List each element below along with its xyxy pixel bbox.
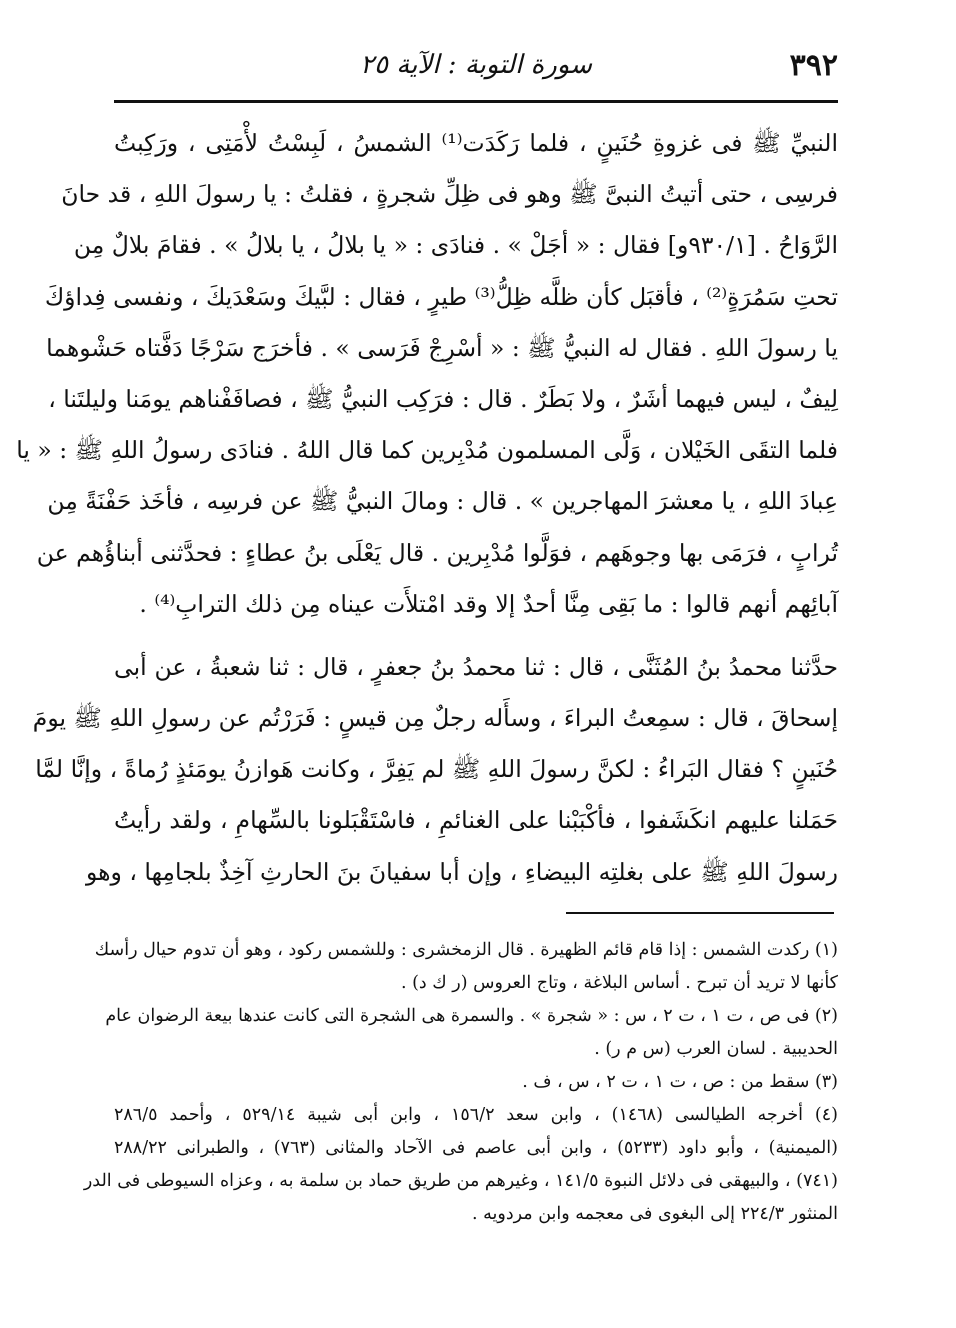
footnote-line: (الميمنية) ، وأبو داود (٥٢٣٣) ، وابن أبى عاصم فى الآحاد والمثانى (٧٦٣) ، والطبرانى ٢٨٨/٢٢: [114, 1138, 838, 1158]
footnote-line: (٧٤١) ، والبيهقى فى دلائل النبوة ١٤١/٥ ، وغيرهم من طريق حماد بن سلمة به ، وعزاه السيوطى فى الدر: [83, 1171, 838, 1191]
text-line: فرسِى ، حتى أتيتُ النبىَّ ﷺ وهو فى ظِلِّ شجرةٍ ، فقلتُ : يا رسولَ اللهِ ، قد حانَ: [61, 180, 838, 209]
text-line: آبائِهم أنهم قالوا : ما بَقِى مِنَّا أحدٌ إلا وقد امْتلأَت عيناه مِن ذلك الترابِ⁽⁴⁾ .: [139, 589, 838, 618]
page-number: ٣٩٢: [789, 48, 838, 83]
footnote-line: كأنها لا تريد أن تبرح . أساس البلاغة ، وتاج العروس (ر ك د) .: [400, 973, 838, 993]
text-line: عِبادَ اللهِ ، يا معشرَ المهاجرين » . قال : ومالَ النبيُّ ﷺ عن فرسِه ، فأخَذ حَفْنَةً مِن: [47, 487, 838, 516]
text-line: يا رسولَ اللهِ . فقال له النبيُّ ﷺ : « أسْرِجْ فَرَسى » . فأخرَج سَرْجًا دَفَّتاه حَشْوهما: [46, 333, 838, 362]
text-line: فلما التقَى الخَيْلان ، وَلَّى المسلمون مُدْبِرين كما قال اللهُ . فنادَى رسولُ اللهِ ﷺ : « يا: [16, 436, 838, 465]
text-line: لِيفٌ ، ليس فيهما أشَرٌ ، ولا بَطَرٌ . قال : فرَكِب النبيُّ ﷺ ، فصافَفْناهم يومَنا وليلتَنا ،: [48, 384, 838, 413]
text-line: تُرابٍ ، فرَمَى بها وجوهَهم ، فوَلَّوا مُدْبِرين . قال يَعْلَى بنُ عطاءٍ : فحدَّثنى أبناؤُهم عن: [36, 538, 838, 567]
text-line: حدَّثنا محمدُ بنُ المُثَنَّى ، قال : ثنا محمدُ بنُ جعفرٍ ، قال : ثنا شعبةُ ، عن أبى: [114, 652, 838, 681]
footnote-line: الحديبية . لسان العرب (س م ر) .: [594, 1039, 838, 1059]
footnotes: [83, 934, 838, 1231]
main-text: [16, 118, 838, 898]
footnote-rule: [566, 912, 834, 914]
footnote-line: (١) ركدت الشمس : إذا قام قائم الظهيرة . قال الزمخشرى : وللشمس ركود ، وهو أن تدوم حيال رأسك: [94, 940, 838, 960]
footnote-line: (٣) سقط من : ص ، ت ١ ، ت ٢ ، س ، ف .: [522, 1072, 838, 1092]
text-line: النبيِّ ﷺ فى غزوةِ حُنَينٍ ، فلما رَكَدَت⁽¹⁾ الشمسُ ، لَبِسْتُ لأْمَتِى ، ورَكِبتُ: [114, 129, 838, 157]
text-line: رسولَ اللهِ ﷺ على بغلتِه البيضاءِ ، وإن أبا سفيانَ بنَ الحارثِ آخِذٌ بلجامِها ، وهو: [86, 857, 838, 886]
text-line: تحتِ سَمُرَةٍ⁽²⁾ ، فأقبَل كأن ظلَّه ظِلُّ⁽³⁾ طيرٍ ، فقال : لبَّيكَ وسَعْدَيكَ ، ونفسى فِداؤكَ: [44, 282, 838, 311]
text-line: الرَّوَاحُ . [٩٣٠/١و] فقال : « أجَلْ » . فنادَى : « يا بلالُ ، يا بلالُ » . فقامَ بلالٌ مِن: [73, 231, 838, 260]
text-line: حُنَينٍ ؟ فقال البَراءُ : لكنَّ رسولَ اللهِ ﷺ لم يَفِرَّ ، وكانت هَوازنُ يومَئذٍ رُماةً ، وإنَّا لمَّا: [35, 755, 838, 784]
footnote-line: (٤) أخرجه الطيالسى (١٤٦٨) ، وابن سعد ١٥٦/٢ ، وابن أبى شيبة ٥٢٩/١٤ ، وأحمد ٢٨٦/٥: [114, 1105, 838, 1125]
page-header: [114, 40, 838, 94]
footnote-line: (٢) فى ص ، ت ١ ، ت ٢ ، س : « شجرة » . والسمرة هى الشجرة التى كانت عندها بيعة الرضوان عام: [105, 1006, 838, 1026]
running-title: سورة التوبة : الآية ٢٥: [360, 50, 592, 80]
footnote-line: المنثور ٢٢٤/٣ إلى البغوى فى معجمه وابن مردويه .: [472, 1204, 838, 1224]
text-line: إسحاقَ ، قال : سمِعتُ البراءَ ، وسأَله رجلٌ مِن قيسٍ : فَرَرْتُم عن رسولِ اللهِ ﷺ يومَ: [32, 704, 838, 733]
text-line: حَمَلنا عليهم انكَشَفوا ، فأكْبَبْنا على الغنائمِ ، فاسْتَقْبَلونا بالسِّهامِ ، ولقد رأيتُ: [114, 806, 838, 835]
header-rule: [114, 100, 838, 103]
